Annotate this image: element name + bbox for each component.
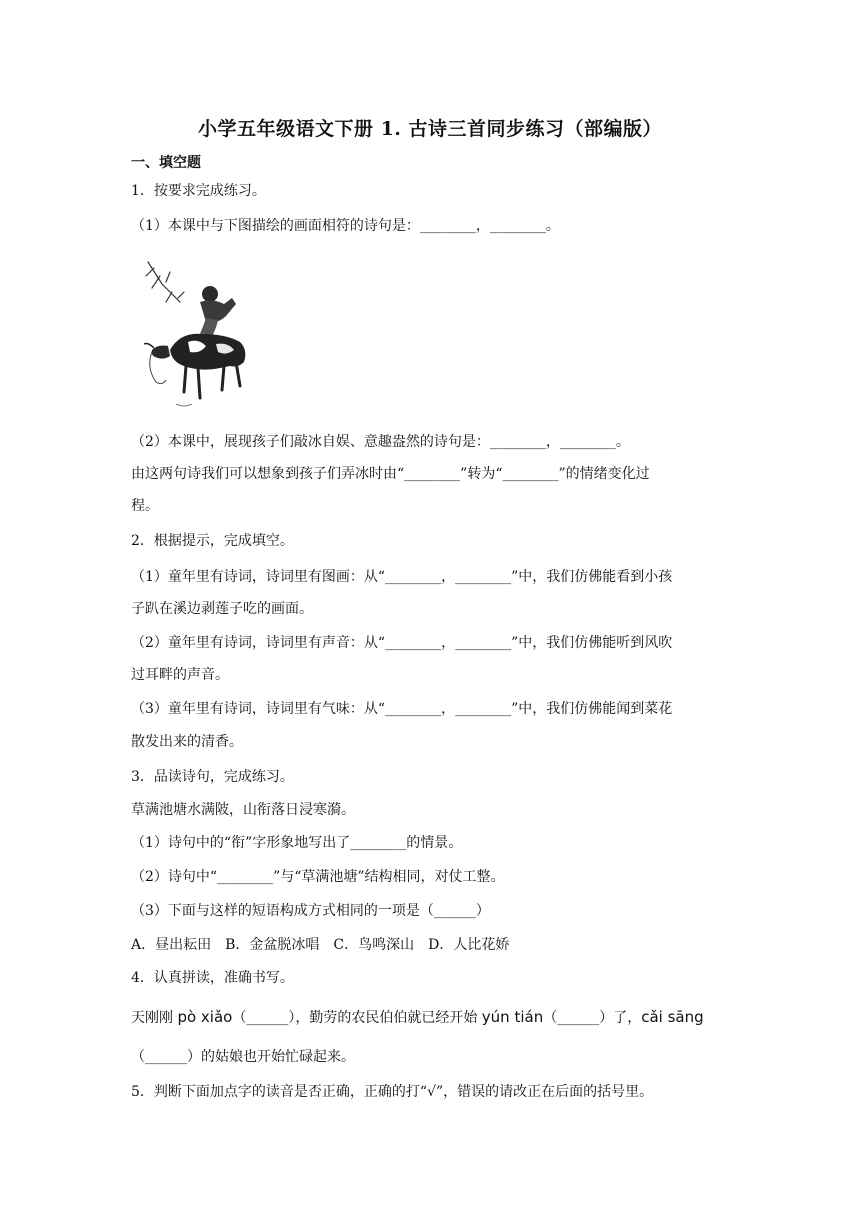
q4-line1 xyxy=(131,1007,704,1027)
page-title: 小学五年级语文下册 1. 古诗三首同步练习（部编版） xyxy=(197,118,663,140)
q3-options: A．昼出耘田 B．金盆脱冰唱 C．鸟鸣深山 D．人比花娇 xyxy=(131,937,510,953)
q2-part3-line2: 散发出来的清香。 xyxy=(131,734,243,750)
q4-stem: 4．认真拼读，准确书写。 xyxy=(131,970,294,986)
q5-stem: 5．判断下面加点字的读音是否正确，正确的打“√”，错误的请改正在后面的括号里。 xyxy=(131,1084,654,1100)
q2-part1-line2: 子趴在溪边剥莲子吃的画面。 xyxy=(131,601,313,617)
q4-line2: （______）的姑娘也开始忙碌起来。 xyxy=(131,1049,355,1065)
q3-poem: 草满池塘水满陂，山衔落日浸寒漪。 xyxy=(131,802,355,818)
q2-part1-line1: （1）童年里有诗词，诗词里有图画：从“________，________”中，我们仿佛能看到小孩 xyxy=(131,569,673,585)
child-riding-ox-illustration xyxy=(140,258,252,413)
q3-part2: （2）诗句中“________”与“草满池塘”结构相同，对仗工整。 xyxy=(131,869,505,885)
q4-pinyin-3: cǎi sāng xyxy=(641,1008,704,1026)
q1-part3-line2: 程。 xyxy=(131,498,159,514)
q3-stem: 3．品读诗句，完成练习。 xyxy=(131,769,294,785)
q2-part2-line2: 过耳畔的声音。 xyxy=(131,667,229,683)
q4-pinyin-1: pò xiǎo xyxy=(177,1008,233,1026)
q4-text-1: 天刚刚 xyxy=(131,1010,173,1026)
q3-part3: （3）下面与这样的短语构成方式相同的一项是（______） xyxy=(131,903,490,919)
q1-part3-line1: 由这两句诗我们可以想象到孩子们弄冰时由“________”转为“________”的情绪变化过 xyxy=(131,466,650,482)
q4-pinyin-2: yún tián xyxy=(481,1008,544,1026)
q2-part2-line1: （2）童年里有诗词，诗词里有声音：从“________，________”中，我们仿佛能听到风吹 xyxy=(131,635,673,651)
section-heading: 一、填空题 xyxy=(131,155,201,171)
q2-stem: 2．根据提示，完成填空。 xyxy=(131,533,294,549)
q3-part1: （1）诗句中的“衔”字形象地写出了________的情景。 xyxy=(131,835,463,851)
q1-part2: （2）本课中，展现孩子们敲冰自娱、意趣盎然的诗句是：________，________。 xyxy=(131,434,630,450)
q2-part3-line1: （3）童年里有诗词，诗词里有气味：从“________，________”中，我们仿佛能闻到菜花 xyxy=(131,701,673,717)
q4-text-2: （______），勤劳的农民伯伯就已经开始 xyxy=(232,1010,478,1026)
q1-part1: （1）本课中与下图描绘的画面相符的诗句是：________，________。 xyxy=(131,218,560,234)
q1-stem: 1．按要求完成练习。 xyxy=(131,183,266,199)
q4-text-3: （______）了， xyxy=(543,1010,642,1026)
